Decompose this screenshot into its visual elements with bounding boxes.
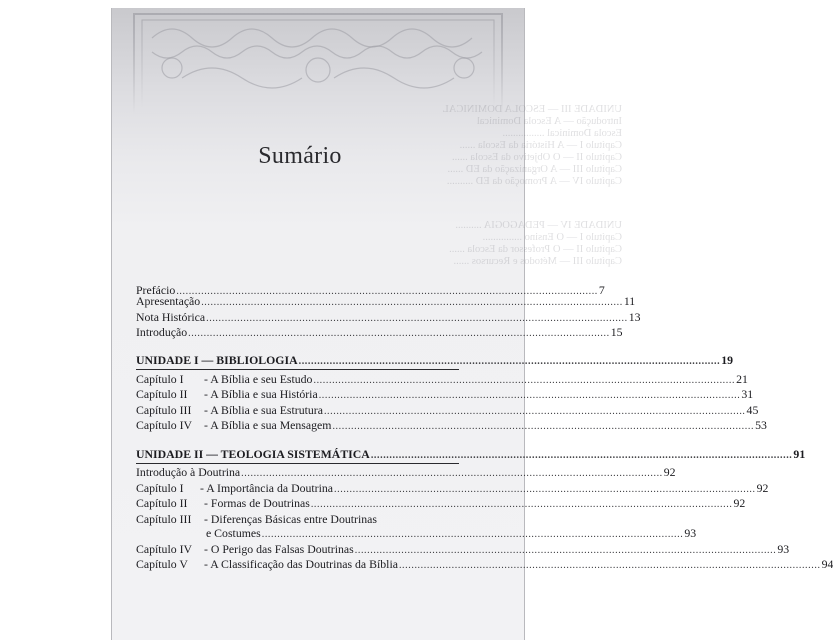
page-title: Sumário	[258, 143, 342, 169]
leader-dots	[313, 375, 735, 386]
leader-dots	[319, 390, 741, 401]
toc-entry-apresentacao: Apresentação ..... 11	[136, 294, 459, 310]
toc-entry-nota-historica: Nota Histórica ..... 13	[136, 310, 459, 326]
leader-dots	[371, 450, 793, 461]
toc-entry-introducao-doutrina: Introdução à Doutrina ..... 92	[136, 465, 459, 481]
leader-dots	[299, 356, 721, 367]
leader-dots	[324, 406, 746, 417]
toc-entry-chapter: Capítulo III - Diferenças Básicas entre Doutrinas	[136, 512, 377, 526]
toc-entry-introducao: Introdução ..... 15	[136, 325, 459, 341]
toc-entry-chapter: Capítulo IV - O Perigo das Falsas Doutrinas ..... 93	[136, 542, 459, 558]
toc-entry-chapter-continuation: e Costumes ..... 93	[136, 526, 459, 542]
leader-dots	[206, 313, 628, 324]
leader-dots	[355, 545, 777, 556]
toc-entry-chapter: Capítulo III - A Bíblia e sua Estrutura ..... 45	[136, 403, 459, 419]
leader-dots	[332, 421, 754, 432]
leader-dots	[311, 499, 733, 510]
decorative-ornament-border	[112, 8, 524, 118]
leader-dots	[241, 468, 663, 479]
toc-entry-chapter: Capítulo II - A Bíblia e sua História ..... 31	[136, 387, 459, 403]
bleed-through-text-2: UNIDADE IV — PEDAGOGIA .......... Capítulo I — O Ensino ............... Capítulo II — O Professor da Escola ...... Capítulo III — Métodos e Recursos ......	[449, 220, 622, 267]
toc-entry-prefacio: Prefácio ..... 7	[136, 283, 459, 299]
toc-entry-chapter: Capítulo V - A Classificação das Doutrinas da Bíblia ..... 94	[136, 557, 459, 573]
leader-dots	[334, 484, 756, 495]
toc-entry-chapter: Capítulo IV - A Bíblia e sua Mensagem ..... 53	[136, 418, 459, 434]
toc-entry-chapter: Capítulo II - Formas de Doutrinas ..... 92	[136, 496, 459, 512]
leader-dots	[188, 328, 610, 339]
leader-dots	[201, 297, 623, 308]
unit-heading-teologia-sistematica: UNIDADE II — TEOLOGIA SISTEMÁTICA ..... 91	[136, 447, 459, 463]
toc-entry-chapter: Capítulo I - A Importância da Doutrina ..... 92	[136, 481, 459, 497]
bleed-through-text: UNIDADE III — ESCOLA DOMINICAL Introdução — A Escola Dominical Escola Dominical ................ Capítulo I — A História da Escola ...... Capítulo II — O Objetivo da Escola ...... Capítulo III — A Organização da ED ...... Capítulo IV — A Promoção da ED ..........	[442, 104, 622, 187]
toc-entry-chapter: Capítulo I - A Bíblia e seu Estudo ..... 21	[136, 372, 459, 388]
unit-heading-bibliologia: UNIDADE I — BIBLIOLOGIA ..... 19	[136, 353, 459, 369]
section-divider	[136, 369, 459, 370]
section-divider	[136, 463, 459, 464]
leader-dots	[262, 529, 684, 540]
leader-dots	[399, 560, 821, 571]
